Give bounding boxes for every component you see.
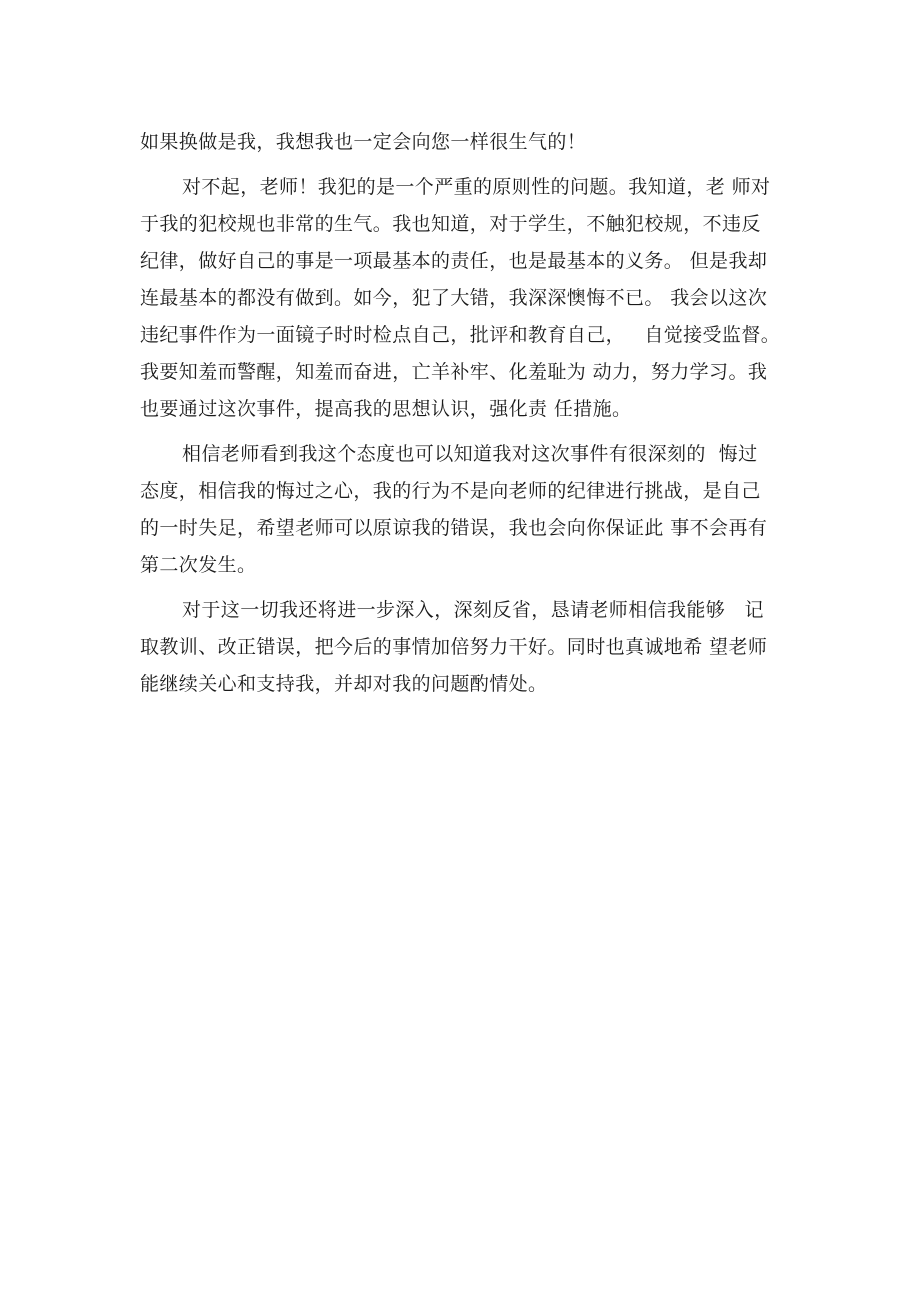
text-line: 如果换做是我，我想我也一定会向您一样很生气的！ [140, 131, 587, 153]
text-line: 对不起，老师！我犯的是一个严重的原则性的问题。我知道，老 师对 [182, 176, 771, 198]
paragraph [140, 592, 790, 703]
text-line: 相信老师看到我这个态度也可以知道我对这次事件有很深刻的 悔过 [182, 443, 758, 465]
paragraph-gap [140, 161, 790, 169]
text-line: 的一时失足，希望老师可以原谅我的错误，我也会向你保证此 事不会再有 [140, 517, 768, 539]
text-line: 对于这一切我还将进一步深入，深刻反省，恳请老师相信我能够 记 [182, 599, 764, 621]
text-line: 也要通过这次事件，提高我的思想认识，强化责 任措施。 [140, 398, 632, 420]
text-line: 连最基本的都没有做到。如今，犯了大错，我深深懊悔不已。 我会以这次 [140, 287, 768, 309]
text-line: 取教训、改正错误，把今后的事情加倍努力干好。同时也真诚地希 望老师 [140, 636, 768, 658]
paragraph [140, 124, 790, 161]
paragraph-gap [140, 428, 790, 436]
text-line: 于我的犯校规也非常的生气。我也知道，对于学生，不触犯校规，不违反 [140, 213, 761, 235]
paragraph-gap [140, 584, 790, 592]
document-body [140, 124, 790, 703]
text-line: 态度，相信我的悔过之心，我的行为不是向老师的纪律进行挑战，是自己 [140, 480, 761, 502]
paragraph [140, 169, 790, 428]
text-line: 第二次发生。 [140, 554, 257, 576]
text-line: 能继续关心和支持我，并却对我的问题酌情处。 [140, 673, 548, 695]
text-line: 我要知羞而警醒，知羞而奋进，亡羊补牢、化羞耻为 动力，努力学习。我 [140, 361, 768, 383]
text-line: 纪律，做好自己的事是一项最基本的责任，也是最基本的义务。 但是我却 [140, 250, 768, 272]
text-line: 违纪事件作为一面镜子时时检点自己，批评和教育自己， 自觉接受监督。 [140, 324, 781, 346]
paragraph [140, 436, 790, 584]
